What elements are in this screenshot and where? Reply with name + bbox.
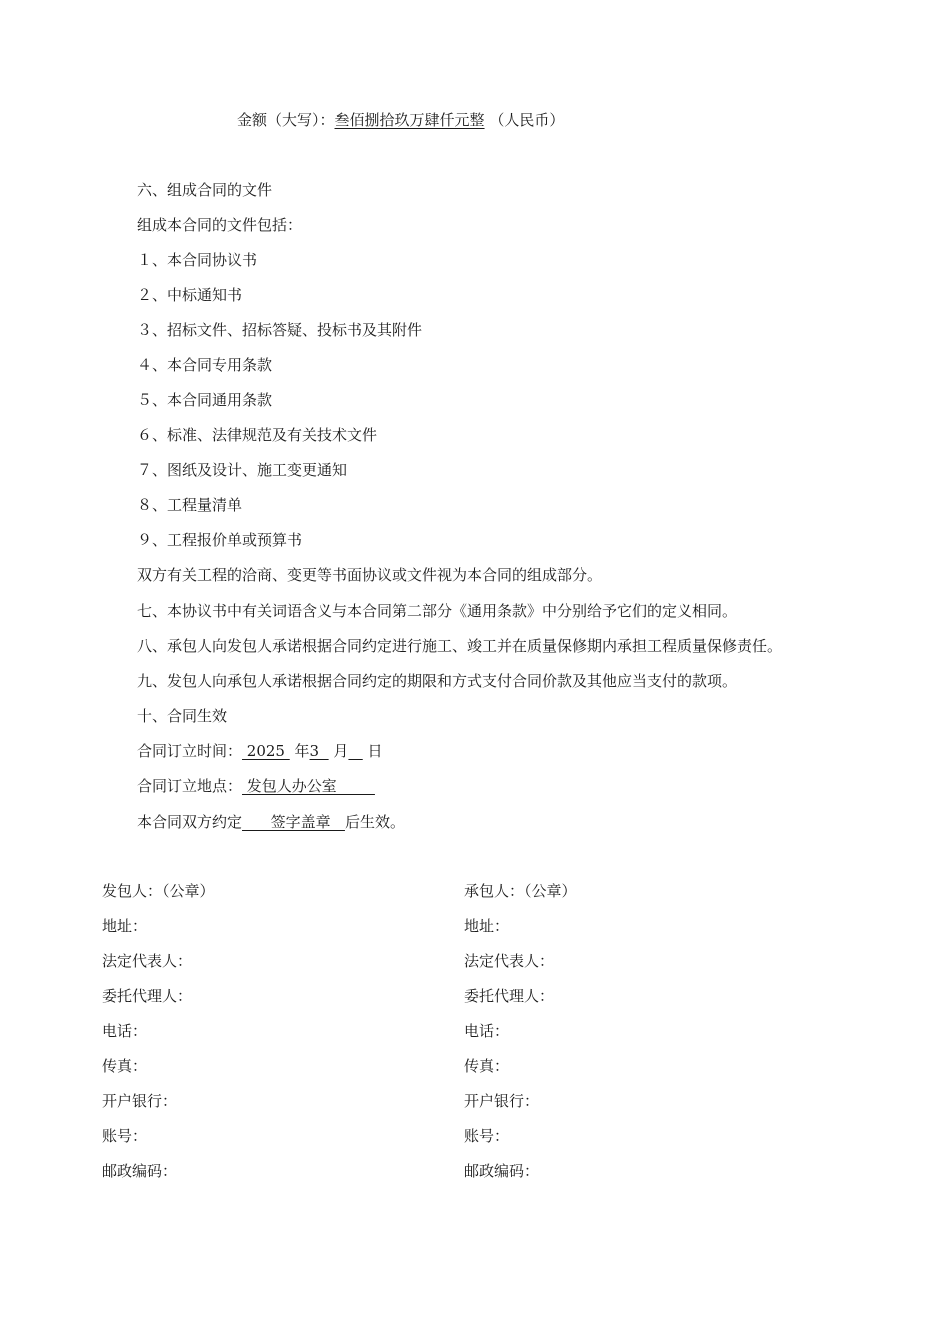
contractor-block — [464, 881, 577, 1196]
employer-title: 发包人：（公章） — [102, 882, 215, 900]
signing-day — [348, 742, 362, 760]
section9-text: 九、发包人向承包人承诺根据合同约定的期限和方式支付合同价款及其他应当支付的款项。 — [137, 672, 738, 690]
list-item: １、本合同协议书 — [137, 251, 258, 269]
contractor-legal-rep-label: 法定代表人： — [464, 952, 555, 970]
signing-place-label: 合同订立地点： — [137, 777, 243, 795]
signing-year: 2025 — [242, 742, 290, 760]
signing-month: 3 — [309, 742, 329, 760]
signing-date-line — [137, 741, 383, 761]
employer-address-label: 地址： — [102, 917, 148, 935]
amount-line — [237, 110, 564, 130]
section8-text: 八、承包人向发包人承诺根据合同约定进行施工、竣工并在质量保修期内承担工程质量保修责任。 — [137, 637, 783, 655]
contractor-address-label: 地址： — [464, 917, 510, 935]
contractor-account-label: 账号： — [464, 1127, 510, 1145]
employer-fax-label: 传真： — [102, 1057, 148, 1075]
contractor-bank-label: 开户银行： — [464, 1092, 540, 1110]
list-item: ６、标准、法律规范及有关技术文件 — [137, 426, 378, 444]
day-unit: 日 — [367, 742, 383, 760]
employer-account-label: 账号： — [102, 1127, 148, 1145]
amount-suffix: （人民币） — [489, 111, 565, 129]
signing-date-label: 合同订立时间： — [137, 742, 243, 760]
list-item: ３、招标文件、招标答疑、投标书及其附件 — [137, 321, 423, 339]
employer-agent-label: 委托代理人： — [102, 987, 193, 1005]
signing-place-line — [137, 776, 375, 796]
year-unit: 年 — [294, 742, 310, 760]
effect-value: 签字盖章 — [242, 813, 345, 831]
employer-block — [102, 881, 215, 1196]
section7-text: 七、本协议书中有关词语含义与本合同第二部分《通用条款》中分别给予它们的定义相同。 — [137, 602, 738, 620]
effect-suffix: 后生效。 — [344, 813, 405, 831]
section6-intro: 组成本合同的文件包括： — [137, 216, 303, 234]
amount-value: 叁佰捌拾玖万肆仟元整 — [334, 111, 485, 129]
amount-label: 金额（大写）： — [237, 111, 335, 129]
effect-line — [137, 812, 405, 832]
list-item: ２、中标通知书 — [137, 286, 243, 304]
section6-closing: 双方有关工程的洽商、变更等书面协议或文件视为本合同的组成部分。 — [137, 566, 603, 584]
list-item: ４、本合同专用条款 — [137, 356, 273, 374]
contractor-agent-label: 委托代理人： — [464, 987, 555, 1005]
contractor-title: 承包人：（公章） — [464, 882, 577, 900]
contractor-phone-label: 电话： — [464, 1022, 510, 1040]
employer-postcode-label: 邮政编码： — [102, 1162, 178, 1180]
list-item: ７、图纸及设计、施工变更通知 — [137, 461, 348, 479]
signing-place-value: 发包人办公室 — [242, 777, 375, 795]
contractor-fax-label: 传真： — [464, 1057, 510, 1075]
month-unit: 月 — [333, 742, 349, 760]
employer-legal-rep-label: 法定代表人： — [102, 952, 193, 970]
contractor-postcode-label: 邮政编码： — [464, 1162, 540, 1180]
employer-bank-label: 开户银行： — [102, 1092, 178, 1110]
section10-heading: 十、合同生效 — [137, 707, 228, 725]
effect-prefix: 本合同双方约定 — [137, 813, 243, 831]
list-item: ８、工程量清单 — [137, 496, 243, 514]
section6-heading: 六、组成合同的文件 — [137, 181, 273, 199]
list-item: ９、工程报价单或预算书 — [137, 531, 303, 549]
employer-phone-label: 电话： — [102, 1022, 148, 1040]
list-item: ５、本合同通用条款 — [137, 391, 273, 409]
